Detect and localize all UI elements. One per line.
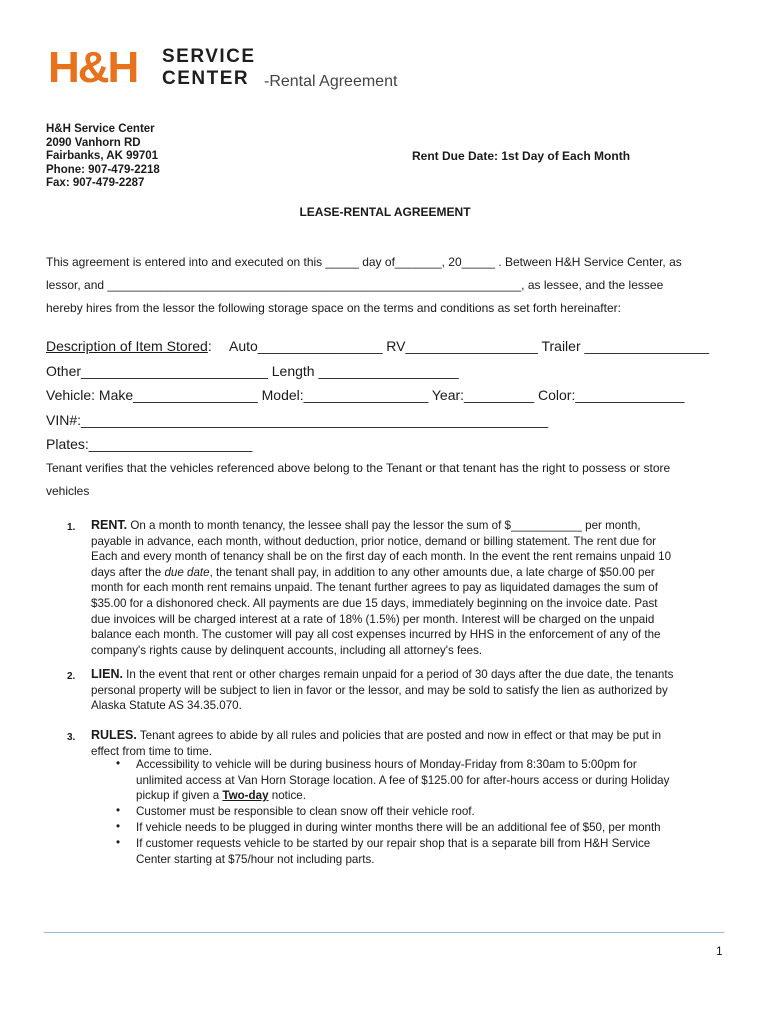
vin-field: VIN#:____________________________________________________________ — [46, 412, 549, 428]
clause-title: LIEN. — [91, 667, 123, 681]
rule-item: If customer requests vehicle to be started by our repair shop that is a separate bill from H&H Service Center starting at $75/hour not including parts. — [136, 837, 651, 866]
vehicle-details-fields: Vehicle: Make________________ Model:________________ Year:_________ Color:______________ — [46, 387, 685, 403]
intro-line: This agreement is entered into and executed on this _____ day of_______, 20_____ . Between H&H Service Center, as — [46, 255, 682, 269]
address-line: H&H Service Center — [46, 123, 155, 135]
clause-number: 1. — [67, 522, 76, 533]
clause-number: 3. — [67, 732, 76, 743]
company-logo-word-center: CENTER — [162, 68, 250, 89]
intro-line: hereby hires from the lessor the following storage space on the terms and conditions as set forth hereinafter: — [46, 301, 621, 315]
document-title: LEASE-RENTAL AGREEMENT — [299, 205, 471, 219]
clause-title: RENT. — [91, 518, 128, 532]
item-description-label: Description of Item Stored — [46, 338, 208, 354]
address-line: Fax: 907-479-2287 — [46, 177, 145, 190]
intro-line: lessor, and ______________________________________________________________, as lessee, and the lessee — [46, 278, 664, 292]
clause-title: RULES. — [91, 728, 137, 742]
clause-lien: LIEN. In the event that rent or other charges remain unpaid for a period of 30 days after the due date, the tenants personal property will be subject to lien in favor or the lessor, and may be sold to satisfy the lien as authorized by Alaska Statute AS 34.35.070. — [91, 667, 674, 713]
footer-divider — [44, 932, 724, 933]
other-length-fields: Other________________________ Length __________________ — [46, 363, 459, 379]
verification-line: Tenant verifies that the vehicles referenced above belong to the Tenant or that tenant has the right to possess or store — [46, 461, 671, 475]
clause-rules: RULES. Tenant agrees to abide by all rules and policies that are posted and now in effect or that may be put in effect from time to time. — [91, 728, 662, 758]
item-description-row: Description of Item Stored: — [46, 338, 212, 354]
verification-line: vehicles — [46, 484, 90, 498]
bullet-icon: • — [116, 757, 121, 770]
header-title: -Rental Agreement — [264, 73, 398, 90]
vehicle-type-fields: Auto________________ RV_________________ Trailer ________________ — [229, 338, 710, 354]
rent-due-date: Rent Due Date: 1st Day of Each Month — [412, 149, 631, 163]
company-address — [46, 123, 160, 191]
plates-field: Plates:_____________________ — [46, 436, 253, 452]
bullet-icon: • — [116, 820, 121, 833]
clause-rent: RENT. On a month to month tenancy, the lessee shall pay the lessor the sum of $___________ per month, payable in advance, each month, without deduction, prior notice, demand or billing statement. The rent due for Each and every month of tenancy shall be on the first day of each month. In the event the rent remains unpaid 10 days after the due date, the tenant shall pay, in addition to any other amounts due, a late charge of $50.00 per month for each month rent remains unpaid. The tenant further agrees to pay as liquidated damages the sum of $35.00 for a dishonored check. All payments are due 15 days, immediately beginning on the invoice date. Past due invoices will be charged interest at a rate of 18% (1.5%) per month. Interest will be charged on the unpaid balance each month. The customer will pay all cost expenses incurred by HHS in the enforcement of any of the company's rights cause by delinquent accounts, including all attorney's fees. — [91, 518, 672, 657]
bullet-icon: • — [116, 804, 121, 817]
rule-item: If vehicle needs to be plugged in during winter months there will be an additional fee of $50, per month — [136, 821, 661, 834]
address-line: 2090 Vanhorn RD — [46, 136, 141, 149]
company-logo-word-service: SERVICE — [162, 46, 256, 67]
rule-item: Customer must be responsible to clean snow off their vehicle roof. — [136, 805, 475, 818]
address-line: Fairbanks, AK 99701 — [46, 150, 159, 163]
rule-item: Accessibility to vehicle will be during business hours of Monday-Friday from 8:30am to 5:00pm for unlimited access at Van Horn Storage location. A fee of $125.00 for after-hours access or during Holiday pickup if given a Two-day notice. — [136, 758, 670, 803]
address-line: Phone: 907-479-2218 — [46, 163, 160, 176]
company-logo-mark: H&H — [48, 43, 138, 92]
page-number: 1 — [716, 944, 723, 958]
bullet-icon: • — [116, 836, 121, 849]
clause-number: 2. — [67, 671, 76, 682]
